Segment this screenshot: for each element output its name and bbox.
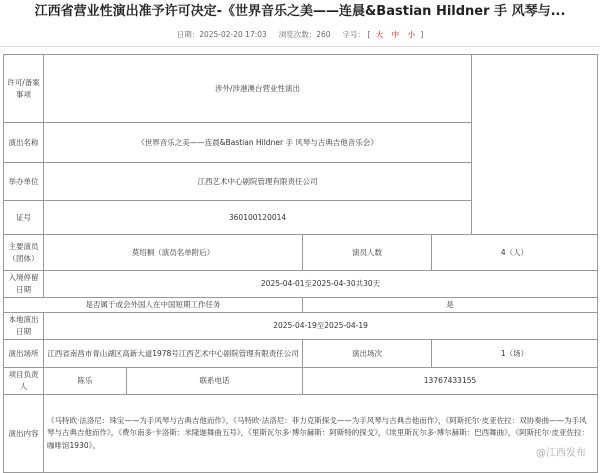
- shows-value: 1（场）: [432, 340, 598, 368]
- venue-label: 演出场所: [4, 340, 44, 368]
- cert-label: 证号: [4, 201, 44, 235]
- font-bracket-open: [: [367, 30, 370, 39]
- entry-value: 2025-04-01至2025-04-30共30天: [44, 271, 598, 298]
- table-row: [4, 235, 598, 271]
- date-value: 2025-02-20 17:03: [199, 30, 267, 39]
- organizer-label: 举办单位: [4, 163, 44, 201]
- content-label: 演出内容: [4, 395, 44, 473]
- phone-value: 13767433155: [303, 368, 598, 395]
- content-value: 《马特欧·法洛尼：珠宝——为手风琴与古典吉他而作》，《马特欧·法洛尼：菲力克斯探戈——为手风琴与古典吉他而作》，《阿斯托尔·皮亚佐拉：双协奏曲——为手风琴与古典吉他而作》，《费尔南多·卡洛斯：米隆迦舞曲五号》，《里斯瓦尔多·博尔赫斯：阿斯特的探戈》，《埃里斯瓦尔多·博尔赫斯：巴西舞曲》，《阿斯托尔·皮亚佐拉：咖啡馆1930》。: [44, 395, 598, 473]
- phone-label: 联系电话: [127, 368, 303, 395]
- entry-label: 入境停留日期: [4, 271, 44, 298]
- short-work-value: 是: [303, 298, 598, 313]
- organizer-value: 江西艺术中心剧院管理有限责任公司: [44, 163, 472, 201]
- blank-cell: [472, 55, 598, 235]
- permit-label: 许可/备案事项: [4, 55, 44, 123]
- performer-label: 主要演员（团体）: [4, 235, 44, 271]
- article-meta: [0, 28, 600, 42]
- table-row: [4, 313, 598, 340]
- font-large-button[interactable]: 大: [376, 30, 384, 39]
- font-size-label: 字号：: [342, 30, 365, 39]
- table-row: [4, 395, 598, 473]
- page-title: 江西省营业性演出准予许可决定-《世界音乐之美——连晨&Bastian Hildner 手 风琴与...: [0, 0, 600, 26]
- show-name-label: 演出名称: [4, 123, 44, 163]
- views-label: 浏览次数：: [279, 30, 317, 39]
- manager-value: 陈乐: [44, 368, 127, 395]
- views-value: 260: [316, 30, 330, 39]
- font-medium-button[interactable]: 中: [392, 30, 400, 39]
- divider: [0, 46, 600, 47]
- table-row: [4, 271, 598, 298]
- short-work-label: 是否属于或会外国人在中国短期工作任务: [4, 298, 303, 313]
- font-small-button[interactable]: 小: [407, 30, 415, 39]
- performer-count-label: 演员人数: [303, 235, 432, 271]
- shows-label: 演出场次: [303, 340, 432, 368]
- font-bracket-close: ]: [420, 30, 423, 39]
- local-date-value: 2025-04-19至2025-04-19: [44, 313, 598, 340]
- performer-count-value: 4（人）: [432, 235, 598, 271]
- manager-label: 项目负责人: [4, 368, 44, 395]
- table-row: [4, 340, 598, 368]
- table-row: [4, 368, 598, 395]
- cert-value: 360100120014: [44, 201, 472, 235]
- table-row: [4, 298, 598, 313]
- venue-value: 江西省南昌市青山湖区高新大道1978号江西艺术中心剧院管理有限责任公司: [44, 340, 303, 368]
- permit-value: 涉外/涉港澳台营业性演出: [44, 55, 472, 123]
- performer-value: 莫绍桐（演员名单附后）: [44, 235, 303, 271]
- show-name-value: 《世界音乐之美——连晨&Bastian Hildner 手 风琴与古典吉他音乐会》: [44, 123, 472, 163]
- local-date-label: 本地演出日期: [4, 313, 44, 340]
- date-label: 日期：: [177, 30, 200, 39]
- table-row: [4, 55, 598, 123]
- watermark: @江西发布: [536, 444, 586, 459]
- permit-table: [3, 54, 598, 473]
